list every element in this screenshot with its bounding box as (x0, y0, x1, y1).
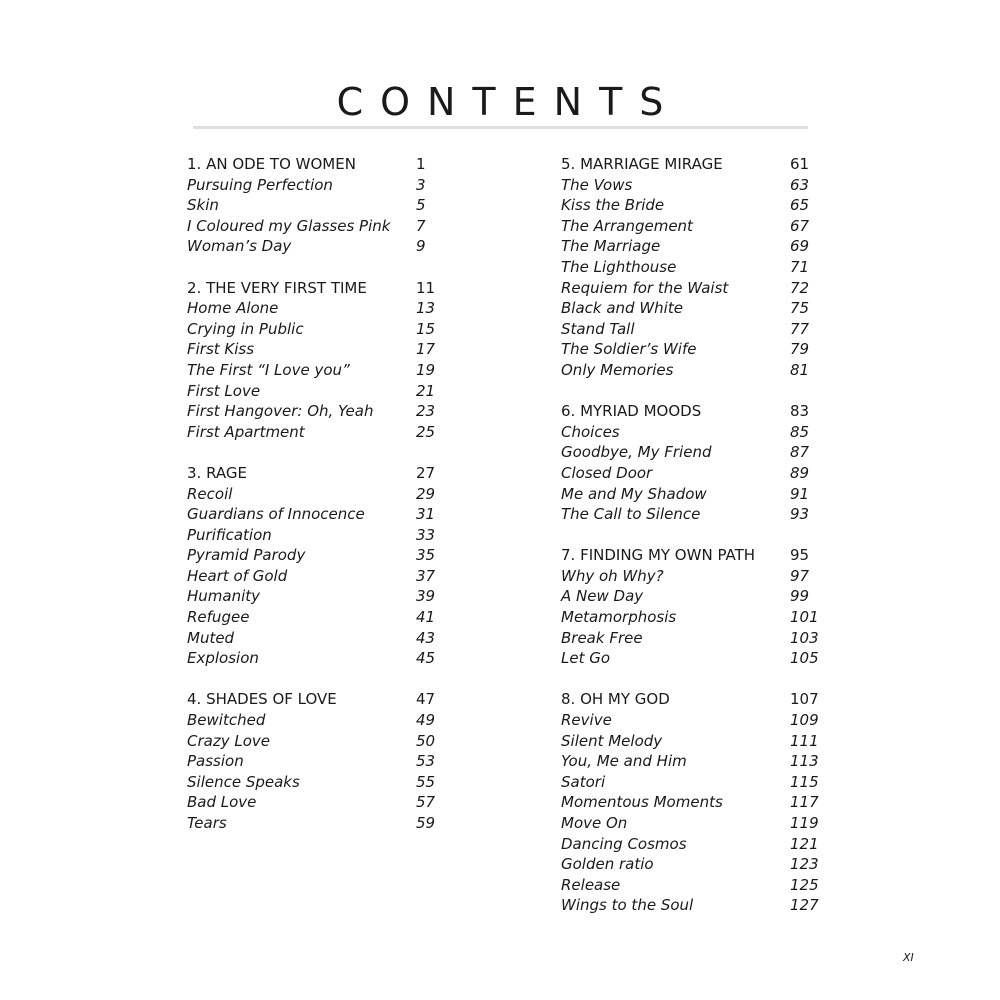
toc-section (561, 401, 830, 525)
entry-page-number: 125 (790, 875, 819, 894)
entry-page-number: 71 (790, 257, 810, 276)
entry-page-number: 123 (790, 855, 819, 874)
entry-title: The Soldier’s Wife (561, 340, 697, 359)
entry-page-number: 43 (416, 628, 436, 647)
entry-page-number: 89 (790, 463, 810, 482)
entry-title: Bad Love (187, 793, 257, 812)
toc-entry (187, 298, 456, 319)
chapter-page-number: 1 (416, 155, 426, 173)
entry-page-number: 29 (416, 484, 436, 503)
toc-entry (187, 813, 456, 834)
entry-page-number: 57 (416, 793, 436, 812)
toc-entry (187, 319, 456, 340)
entry-page-number: 17 (416, 340, 436, 359)
toc-entry (187, 381, 456, 402)
chapter-page-number: 11 (416, 278, 436, 297)
toc-entry (187, 175, 456, 196)
toc-entry (561, 175, 830, 196)
entry-title: Let Go (561, 649, 611, 668)
toc-section (561, 545, 830, 669)
entry-page-number: 37 (416, 566, 436, 585)
toc-entry (187, 607, 456, 628)
toc-entry (561, 710, 830, 731)
entry-title: Momentous Moments (561, 793, 723, 812)
toc-column-right (561, 154, 830, 937)
toc-column-left (187, 154, 456, 854)
entry-title: Stand Tall (561, 319, 635, 338)
toc-entry (187, 216, 456, 237)
entry-title: Goodbye, My Friend (561, 443, 712, 462)
entry-title: Crazy Love (187, 731, 270, 750)
entry-page-number: 117 (790, 793, 819, 812)
entry-page-number: 53 (416, 752, 436, 771)
toc-entry (561, 422, 830, 443)
entry-page-number: 115 (790, 772, 819, 791)
entry-title: Dancing Cosmos (561, 834, 687, 853)
toc-entry (561, 751, 830, 772)
entry-title: Only Memories (561, 360, 674, 379)
entry-title: The Call to Silence (561, 505, 701, 524)
entry-page-number: 67 (790, 216, 810, 235)
toc-chapter-heading (187, 689, 456, 710)
entry-title: Heart of Gold (187, 566, 288, 585)
toc-entry (561, 772, 830, 793)
entry-title: First Love (187, 381, 261, 400)
toc-entry (561, 813, 830, 834)
entry-page-number: 81 (790, 360, 810, 379)
chapter-page-number: 107 (790, 690, 819, 709)
entry-title: Bewitched (187, 711, 266, 730)
toc-entry (187, 628, 456, 649)
entry-page-number: 72 (790, 278, 810, 297)
toc-chapter-heading (187, 278, 456, 299)
toc-entry (561, 236, 830, 257)
chapter-page-number: 95 (790, 546, 810, 565)
toc-entry (187, 792, 456, 813)
chapter-page-number: 83 (790, 402, 810, 421)
toc-entry (187, 195, 456, 216)
entry-page-number: 41 (416, 608, 436, 627)
entry-page-number: 23 (416, 402, 436, 421)
entry-page-number: 93 (790, 505, 810, 524)
toc-entry (561, 792, 830, 813)
chapter-title: 4. SHADES OF LOVE (187, 690, 337, 709)
entry-title: The Vows (561, 175, 633, 194)
entry-title: The Arrangement (561, 216, 693, 235)
toc-entry (561, 319, 830, 340)
entry-page-number: 99 (790, 587, 810, 606)
toc-section (187, 463, 456, 669)
entry-title: Wings to the Soul (561, 896, 694, 915)
entry-page-number: 69 (790, 237, 810, 256)
entry-title: First Hangover: Oh, Yeah (187, 402, 374, 421)
entry-page-number: 85 (790, 422, 810, 441)
entry-page-number: 55 (416, 772, 436, 791)
entry-page-number: 59 (416, 814, 436, 832)
entry-page-number: 7 (416, 216, 426, 235)
entry-page-number: 111 (790, 731, 819, 750)
toc-entry (561, 360, 830, 381)
toc-section (187, 278, 456, 443)
toc-chapter-heading (561, 545, 830, 566)
toc-entry (187, 648, 456, 669)
entry-title: The Lighthouse (561, 257, 677, 276)
toc-entry (561, 484, 830, 505)
entry-title: Skin (187, 196, 219, 215)
entry-page-number: 113 (790, 752, 819, 771)
entry-title: Choices (561, 422, 620, 441)
entry-title: Break Free (561, 628, 643, 647)
toc-entry (561, 834, 830, 855)
page-title: CONTENTS (336, 80, 681, 124)
toc-entry (187, 339, 456, 360)
entry-title: A New Day (561, 587, 644, 606)
toc-entry (561, 278, 830, 299)
chapter-title: 1. AN ODE TO WOMEN (187, 155, 356, 173)
toc-entry (561, 298, 830, 319)
toc-section (187, 689, 456, 833)
entry-page-number: 21 (416, 381, 436, 400)
entry-title: Tears (187, 814, 227, 832)
entry-title: Satori (561, 772, 606, 791)
entry-page-number: 97 (790, 566, 810, 585)
toc-entry (561, 648, 830, 669)
toc-chapter-heading (561, 154, 830, 175)
toc-entry (561, 854, 830, 875)
toc-entry (187, 525, 456, 546)
toc-section (561, 154, 830, 381)
entry-page-number: 91 (790, 484, 810, 503)
toc-entry (187, 710, 456, 731)
entry-page-number: 3 (416, 175, 426, 194)
entry-page-number: 35 (416, 546, 436, 565)
toc-entry (561, 895, 830, 916)
entry-title: Silent Melody (561, 731, 663, 750)
entry-page-number: 39 (416, 587, 436, 606)
entry-page-number: 15 (416, 319, 436, 338)
entry-title: Guardians of Innocence (187, 505, 365, 524)
entry-title: Pyramid Parody (187, 546, 306, 565)
toc-entry (561, 442, 830, 463)
chapter-page-number: 61 (790, 155, 810, 173)
toc-entry (561, 586, 830, 607)
toc-entry (561, 257, 830, 278)
entry-page-number: 75 (790, 299, 810, 318)
entry-title: Crying in Public (187, 319, 304, 338)
toc-entry (561, 566, 830, 587)
chapter-page-number: 27 (416, 463, 436, 482)
entry-page-number: 19 (416, 360, 436, 379)
chapter-title: 8. OH MY GOD (561, 690, 670, 709)
toc-chapter-heading (561, 401, 830, 422)
entry-title: Requiem for the Waist (561, 278, 729, 297)
entry-title: Pursuing Perfection (187, 175, 333, 194)
entry-title: Silence Speaks (187, 772, 300, 791)
toc-entry (187, 504, 456, 525)
toc-entry (187, 401, 456, 422)
entry-title: Passion (187, 752, 244, 771)
toc-entry (187, 484, 456, 505)
toc-entry (187, 586, 456, 607)
entry-title: First Apartment (187, 422, 305, 441)
entry-page-number: 63 (790, 175, 810, 194)
toc-section (187, 154, 456, 257)
toc-entry (187, 751, 456, 772)
toc-entry (187, 731, 456, 752)
page-number: XI (903, 951, 914, 964)
entry-title: Why oh Why? (561, 566, 664, 585)
toc-chapter-heading (187, 154, 456, 175)
toc-chapter-heading (187, 463, 456, 484)
entry-title: Refugee (187, 608, 250, 627)
toc-entry (187, 772, 456, 793)
entry-page-number: 45 (416, 649, 436, 668)
entry-title: You, Me and Him (561, 752, 687, 771)
entry-title: Revive (561, 711, 612, 730)
entry-page-number: 13 (416, 299, 436, 318)
entry-title: Muted (187, 628, 235, 647)
entry-title: Humanity (187, 587, 261, 606)
entry-page-number: 33 (416, 525, 436, 544)
entry-title: Home Alone (187, 299, 279, 318)
entry-title: Woman’s Day (187, 237, 292, 256)
toc-entry (561, 607, 830, 628)
toc-entry (561, 875, 830, 896)
toc-entry (561, 504, 830, 525)
toc-entry (561, 216, 830, 237)
chapter-title: 2. THE VERY FIRST TIME (187, 278, 367, 297)
entry-page-number: 79 (790, 340, 810, 359)
entry-page-number: 50 (416, 731, 436, 750)
toc-entry (561, 731, 830, 752)
entry-page-number: 25 (416, 422, 436, 441)
toc-section (561, 689, 830, 916)
toc-entry (187, 422, 456, 443)
chapter-title: 5. MARRIAGE MIRAGE (561, 155, 723, 173)
entry-page-number: 5 (416, 196, 426, 215)
entry-page-number: 109 (790, 711, 819, 730)
chapter-title: 3. RAGE (187, 463, 247, 482)
entry-title: Me and My Shadow (561, 484, 707, 503)
toc-entry (561, 463, 830, 484)
entry-title: The First “I Love you” (187, 360, 350, 379)
entry-title: Purification (187, 525, 272, 544)
entry-page-number: 77 (790, 319, 810, 338)
chapter-page-number: 47 (416, 690, 436, 709)
entry-title: Metamorphosis (561, 608, 677, 627)
entry-title: Recoil (187, 484, 233, 503)
toc-entry (561, 628, 830, 649)
entry-page-number: 119 (790, 814, 819, 832)
entry-page-number: 121 (790, 834, 819, 853)
entry-title: Release (561, 875, 621, 894)
toc-entry (187, 360, 456, 381)
entry-title: Closed Door (561, 463, 653, 482)
entry-title: Explosion (187, 649, 259, 668)
toc-entry (561, 195, 830, 216)
chapter-title: 6. MYRIAD MOODS (561, 402, 702, 421)
entry-title: Golden ratio (561, 855, 654, 874)
entry-page-number: 9 (416, 237, 426, 256)
entry-page-number: 31 (416, 505, 436, 524)
entry-title: The Marriage (561, 237, 661, 256)
entry-page-number: 87 (790, 443, 810, 462)
toc-chapter-heading (561, 689, 830, 710)
entry-page-number: 65 (790, 196, 810, 215)
entry-page-number: 105 (790, 649, 819, 668)
entry-title: I Coloured my Glasses Pink (187, 216, 391, 235)
title-divider (193, 126, 808, 129)
chapter-title: 7. FINDING MY OWN PATH (561, 546, 756, 565)
entry-page-number: 127 (790, 896, 819, 915)
entry-page-number: 49 (416, 711, 436, 730)
toc-entry (187, 236, 456, 257)
toc-entry (187, 545, 456, 566)
entry-title: Move On (561, 814, 628, 832)
entry-page-number: 103 (790, 628, 819, 647)
entry-title: Kiss the Bride (561, 196, 665, 215)
entry-title: First Kiss (187, 340, 255, 359)
toc-entry (187, 566, 456, 587)
entry-title: Black and White (561, 299, 683, 318)
entry-page-number: 101 (790, 608, 819, 627)
toc-entry (561, 339, 830, 360)
